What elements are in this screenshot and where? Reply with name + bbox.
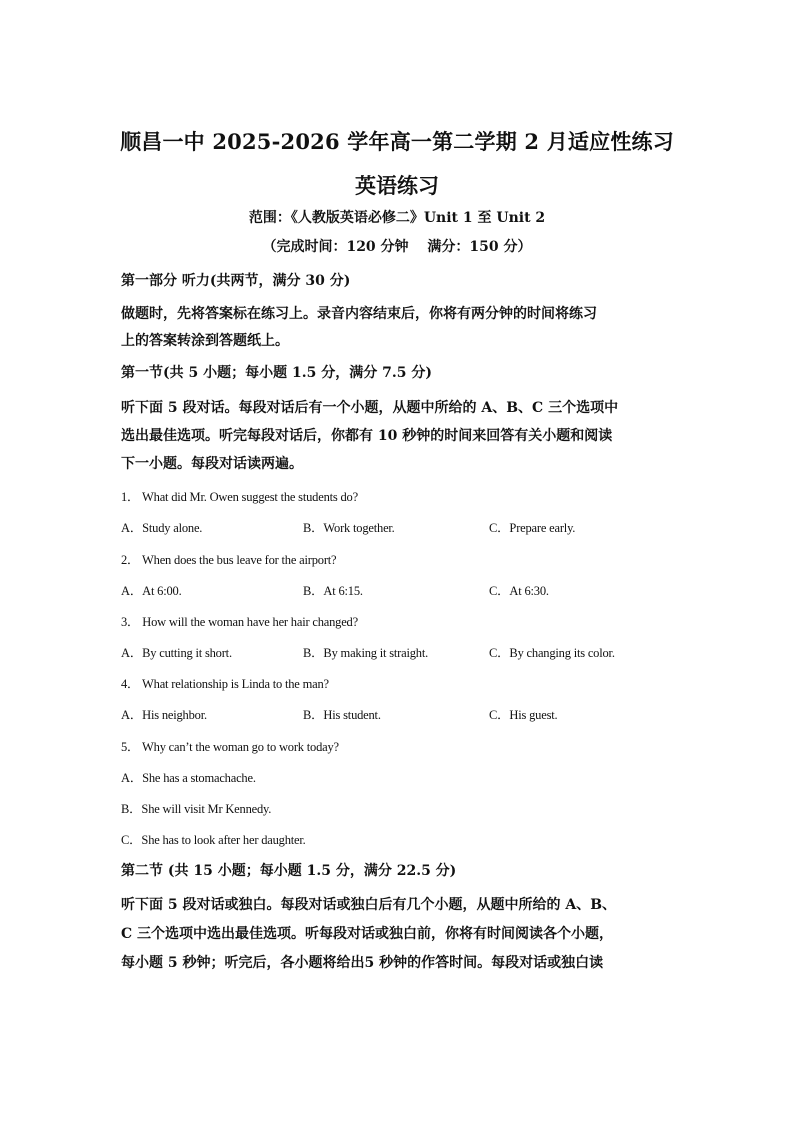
section1-instruction [121, 394, 687, 478]
exam-time: （完成时间：120 分钟 满分：150 分） [262, 239, 532, 255]
instruction-line: 听下面 5 段对话。每段对话后有一个小题，从题中所给的 A、B、C 三个选项中 [121, 400, 619, 416]
section2-heading: 第二节 (共 15 小题；每小题 1.5 分，满分 22.5 分) [121, 863, 457, 879]
instruction-line: 每小题 5 秒钟；听完后，各小题将给出5 秒钟的作答时间。每段对话或独白读 [121, 955, 604, 971]
instruction-line: 听下面 5 段对话或独白。每段对话或独白后有几个小题，从题中所给的 A、B、 [121, 897, 617, 913]
instruction-line: 下一小题。每段对话读两遍。 [121, 456, 303, 472]
instruction-line: 做题时，先将答案标在练习上。录音内容结束后，你将有两分钟的时间将练习 [121, 306, 597, 322]
section1-heading: 第一节(共 5 小题；每小题 1.5 分，满分 7.5 分) [121, 365, 432, 381]
option-b: B．At 6:15. [303, 584, 363, 598]
question-2: 2． When does the bus leave for the airport? [121, 553, 337, 567]
option-c: C．At 6:30. [489, 584, 549, 598]
instruction-line: 选出最佳选项。听完每段对话后，你都有 10 秒钟的时间来回答有关小题和阅读 [121, 428, 613, 444]
option-a: A．By cutting it short. [121, 646, 232, 660]
option-a: A．At 6:00. [121, 584, 182, 598]
option-a: A．His neighbor. [121, 708, 207, 722]
option-b: B．His student. [303, 708, 381, 722]
question-5: 5． Why can’t the woman go to work today? [121, 740, 339, 754]
question-3: 3． How will the woman have her hair changed? [121, 615, 358, 629]
section2-instruction [121, 891, 687, 978]
instruction-line: C 三个选项中选出最佳选项。听每段对话或独白前，你将有时间阅读各个小题， [121, 926, 614, 942]
option-b: B．Work together. [303, 521, 395, 535]
exam-subtitle: 英语练习 [355, 173, 439, 198]
option-c: C．She has to look after her daughter. [121, 833, 306, 847]
question-1: 1． What did Mr. Owen suggest the students do? [121, 490, 358, 504]
option-b: B．She will visit Mr Kennedy. [121, 802, 272, 816]
question-4: 4． What relationship is Linda to the man? [121, 677, 329, 691]
option-c: C．Prepare early. [489, 521, 576, 535]
part1-heading: 第一部分 听力(共两节，满分 30 分) [121, 273, 351, 289]
option-c: C．By changing its color. [489, 646, 615, 660]
instruction-line: 上的答案转涂到答题纸上。 [121, 333, 289, 349]
option-a: A．She has a stomachache. [121, 771, 256, 785]
exam-title: 顺昌一中 2025-2026 学年高一第二学期 2 月适应性练习 [120, 129, 674, 154]
part1-instruction [121, 301, 687, 355]
option-c: C．His guest. [489, 708, 558, 722]
exam-scope: 范围：《人教版英语必修二》Unit 1 至 Unit 2 [248, 210, 546, 226]
option-b: B．By making it straight. [303, 646, 429, 660]
option-a: A．Study alone. [121, 521, 203, 535]
